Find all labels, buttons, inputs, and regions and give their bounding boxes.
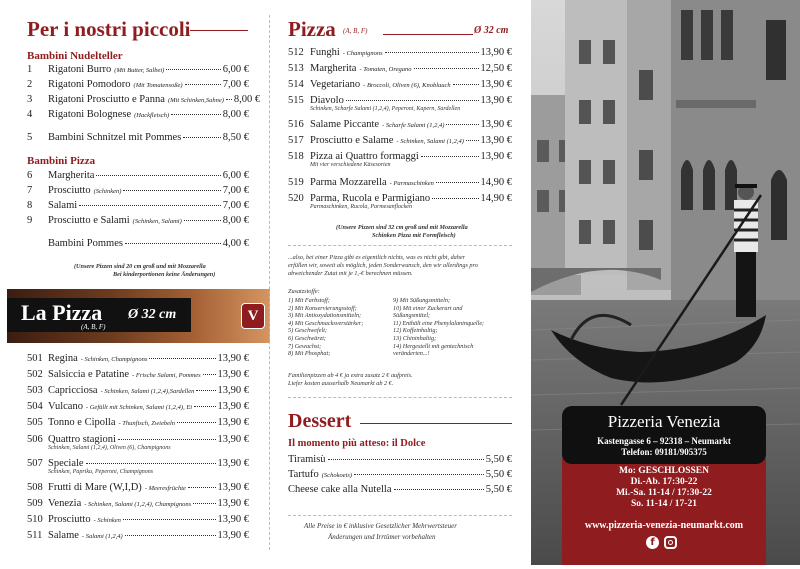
menu-item	[27, 353, 249, 367]
item-number: 6	[27, 170, 33, 181]
family-note-2: Liefer kosten ausserhalb Neumarkt ab 2 €.	[288, 380, 394, 387]
item-number: 7	[27, 185, 33, 196]
menu-item	[27, 498, 249, 512]
dessert-item	[288, 469, 512, 483]
restaurant-name: Pizzeria Venezia	[607, 412, 721, 431]
la-pizza-banner	[7, 289, 270, 343]
item-price: 13,90 €	[217, 401, 249, 412]
menu-item	[27, 238, 249, 252]
item-price: 8,00 €	[222, 109, 249, 120]
leader-dots	[188, 487, 216, 488]
leader-dots	[466, 140, 479, 141]
item-number: 519	[288, 177, 304, 188]
dessert-item	[288, 454, 512, 468]
menu-item	[27, 401, 249, 415]
menu-item	[27, 369, 249, 383]
leader-dots	[184, 220, 221, 221]
menu-item	[27, 482, 249, 496]
hours-line: Mo: GESCHLOSSEN	[618, 466, 709, 476]
leader-dots	[149, 358, 215, 359]
item-price: 13,90 €	[217, 369, 249, 380]
additive-item: Süßungsmittel;	[393, 312, 431, 320]
item-number: 512	[288, 47, 304, 58]
leader-dots	[125, 243, 221, 244]
item-price: 13,90 €	[480, 135, 512, 146]
item-price: 13,90 €	[217, 353, 249, 364]
additive-item: 14) Hergestellt mit gentechnisch	[393, 342, 474, 350]
item-name: Tonno e Cipolla	[48, 417, 116, 428]
leader-dots	[385, 52, 479, 53]
item-name: Regina	[48, 353, 78, 364]
hours-panel	[562, 458, 766, 565]
item-number: 520	[288, 193, 304, 204]
leader-dots	[123, 190, 220, 191]
additive-item: 1) Mit Farbstoff;	[288, 297, 330, 304]
phone[interactable]: Telefon: 09181/905375	[621, 447, 707, 457]
item-number: 505	[27, 417, 43, 428]
menu-item	[27, 64, 249, 78]
item-price: 13,90 €	[217, 434, 249, 445]
item-ingredients: Parmaschinken, Rucola, Parmesanflocken	[310, 204, 412, 210]
item-name: Vulcano	[48, 401, 83, 412]
item-ingredients: Schinken, Scharfe Salami (1,2,4), Peperoni, Kapern, Sardellen	[310, 106, 461, 112]
item-price: 7,00 €	[222, 79, 249, 90]
item-name: Prosciutto e Salame	[310, 135, 394, 146]
family-note-1: Familienpizzen ab 4 € ja extra zusatz 2 € aufpreis.	[288, 372, 413, 379]
social-icons	[646, 536, 677, 549]
kids-pizza-note-1: (Unsere Pizzen sind 20 cm groß und mit Mozzarella	[74, 263, 206, 270]
item-description: - Schinken, Salami (1,2,4),Sardellen	[100, 388, 195, 395]
item-description: - Meeresfrüchte	[144, 485, 186, 492]
info-line-3: abweichender Zutat mit je 1,-€ berechnen müssen.	[288, 270, 413, 277]
additive-item: 7) Gewachst;	[288, 342, 322, 350]
item-number: 516	[288, 119, 304, 130]
menu-item	[27, 109, 249, 123]
additive-item: 8) Mit Phosphat;	[288, 350, 331, 358]
leader-dots	[79, 205, 221, 206]
item-description: - Schinken, Champignons	[80, 356, 148, 363]
item-price: 13,90 €	[217, 514, 249, 525]
leader-dots	[194, 406, 215, 407]
item-price: 5,50 €	[485, 454, 512, 465]
divider-1	[288, 245, 512, 246]
leader-dots	[123, 519, 216, 520]
item-price: 13,90 €	[480, 47, 512, 58]
item-name: Speciale	[48, 458, 84, 469]
item-description: - Thunfisch, Zwiebeln	[118, 420, 176, 427]
item-price: 13,90 €	[480, 119, 512, 130]
item-name: Salami	[48, 200, 78, 211]
item-price: 13,90 €	[217, 482, 249, 493]
item-description: - Scharfe Salami (1,2,4)	[382, 122, 445, 129]
additive-item: 4) Mit Geschmacksverstärker;	[288, 319, 364, 327]
item-description: - Schinken, Salami (1,2,4), Champignons	[84, 501, 192, 508]
banner-title: La Pizza	[21, 300, 103, 325]
item-price: 5,50 €	[485, 484, 512, 495]
banner-size: Ø 32 cm	[128, 307, 177, 322]
item-description: (Schokoeis)	[321, 472, 353, 479]
item-number: 8	[27, 200, 33, 211]
additive-item: 6) Geschwärzt;	[288, 335, 326, 342]
item-description: (Schinken, Salami)	[132, 218, 182, 225]
item-ingredients: Schinken, Paprika, Peperoni, Champignons	[48, 469, 154, 475]
item-price: 13,90 €	[217, 417, 249, 428]
item-description: (Mit Butter, Salbei)	[114, 67, 165, 74]
leader-dots	[328, 459, 484, 460]
item-number: 9	[27, 215, 33, 226]
item-name: Salsiccia e Patatine	[48, 369, 130, 380]
info-line-2: erfüllen wir, soweit als möglich, jeden Sonderwunsch, den wir allerdings pro	[288, 262, 478, 269]
item-name: Prosciutto	[48, 185, 91, 196]
dessert-title: Dessert	[288, 410, 352, 432]
footer-note-2: Änderungen und Irrtümer vorbehalten	[328, 533, 436, 541]
menu-item	[288, 119, 512, 133]
leader-dots	[177, 422, 215, 423]
item-description: - Frische Salami, Pommes	[132, 372, 201, 379]
kids-menu-title: Per i nostri piccoli	[27, 17, 191, 41]
leader-dots	[346, 100, 479, 101]
leader-dots	[432, 198, 478, 199]
item-name: Prosciutto e Salami	[48, 215, 130, 226]
leader-dots	[453, 84, 479, 85]
menu-item	[27, 170, 249, 184]
item-description: - Salami (1,2,4)	[81, 533, 123, 540]
additive-item: 2) Mit Konservierungsstoff;	[288, 304, 357, 312]
menu-item	[27, 132, 249, 146]
item-description: - Schinken	[93, 517, 121, 524]
menu-item	[27, 79, 249, 93]
leader-dots	[96, 175, 220, 176]
additive-item: 12) Koffeinhaltig;	[393, 327, 438, 335]
item-number: 502	[27, 369, 43, 380]
item-name: Rigatoni Burro	[48, 64, 112, 75]
hours-line: Mi.-Sa. 11-14 / 17:30-22	[616, 488, 712, 498]
contact-card	[562, 406, 766, 464]
divider-3	[288, 515, 512, 516]
additive-item: 13) Chininhaltig;	[393, 335, 437, 342]
item-name: Rigatoni Pomodoro	[48, 79, 131, 90]
nudel-heading: Bambini Nudelteller	[27, 50, 123, 62]
item-name: Bambini Schnitzel mit Pommes	[48, 132, 182, 143]
item-number: 506	[27, 434, 43, 445]
hours-line: So. 11-14 / 17-21	[631, 499, 697, 509]
additive-item: 10) Mit einer Zuckerart und	[393, 304, 463, 312]
item-price: 13,90 €	[217, 385, 249, 396]
pizza-title: Pizza	[288, 17, 336, 41]
item-name: Pizza ai Quattro formaggi	[310, 151, 419, 162]
item-price: 8,50 €	[222, 132, 249, 143]
item-price: 13,90 €	[480, 95, 512, 106]
item-name: Prosciutto	[48, 514, 91, 525]
item-description: - Broccoli, Oliven (6), Knoblauch	[363, 82, 451, 89]
pizza-size: Ø 32 cm	[474, 25, 509, 36]
item-number: 511	[27, 530, 43, 541]
item-name: Capricciosa	[48, 385, 98, 396]
leader-dots	[354, 474, 484, 475]
item-number: 1	[27, 64, 33, 75]
item-name: Salame Piccante	[310, 119, 380, 130]
menu-item	[27, 215, 249, 229]
instagram-icon[interactable]	[664, 536, 677, 549]
leader-dots	[446, 124, 478, 125]
item-price: 13,90 €	[217, 458, 249, 469]
item-description: - Champignons	[342, 50, 383, 57]
item-number: 504	[27, 401, 43, 412]
item-price: 7,00 €	[222, 185, 249, 196]
item-description: (Hackfleisch)	[134, 112, 170, 119]
menu-item	[27, 530, 249, 544]
item-price: 13,90 €	[217, 530, 249, 541]
item-number: 513	[288, 63, 304, 74]
item-number: 507	[27, 458, 43, 469]
dessert-heading: Il momento più atteso: il Dolce	[288, 438, 426, 449]
vegetarian-badge: V	[241, 303, 265, 329]
item-name: Salame	[48, 530, 79, 541]
menu-item	[27, 417, 249, 431]
item-price: 4,00 €	[222, 238, 249, 249]
hours-line: Di.-Ab. 17:30-22	[630, 477, 698, 487]
item-price: 8,00 €	[233, 94, 261, 105]
item-name: Parma, Rucola e Parmigiano	[310, 193, 431, 204]
menu-item	[27, 185, 249, 199]
item-name: Vegetariano	[310, 79, 361, 90]
item-number: 5	[27, 132, 33, 143]
item-number: 518	[288, 151, 304, 162]
item-number: 509	[27, 498, 43, 509]
dessert-title-rule	[360, 423, 512, 424]
item-description: - Gefüllt mit Schinken, Salami (1,2,4), Ei	[85, 404, 193, 411]
additive-item: 9) Mit Süßungsmitteln;	[393, 297, 451, 304]
additive-item: 3) Mit Antioxydationsmitteln;	[288, 312, 362, 320]
menu-item	[27, 385, 249, 399]
item-description: - Tomaten, Oregano	[359, 66, 412, 73]
item-number: 515	[288, 95, 304, 106]
pizza-note-1: (Unsere Pizzen sind 32 cm groß und mit Mozzarella	[336, 224, 468, 231]
pizza-note-2: Schinken Pizza mit Formfleisch)	[372, 232, 456, 239]
item-number: 510	[27, 514, 43, 525]
item-price: 13,90 €	[480, 151, 512, 162]
leader-dots	[171, 114, 221, 115]
pizza-title-rule	[383, 34, 473, 35]
item-name: Cheese cake alla Nutella	[288, 484, 392, 495]
item-name: Margherita	[310, 63, 357, 74]
item-name: Diavolo	[310, 95, 344, 106]
item-name: Quattro stagioni	[48, 434, 116, 445]
zusatz-heading: Zusatzstoffe:	[288, 288, 320, 295]
footer-note-1: Alle Preise in € inklusive Gesetzlicher Mehrwertsteuer	[304, 522, 457, 530]
additive-item: 11) Enthält eine Phenylalaninquelle;	[393, 319, 485, 327]
item-description: - Schinken, Salami (1,2,4)	[396, 138, 464, 145]
leader-dots	[196, 390, 215, 391]
leader-dots	[193, 503, 215, 504]
leader-dots	[125, 535, 216, 536]
item-price: 13,90 €	[217, 498, 249, 509]
item-ingredients: Mit vier verschiedene Käsesorten	[310, 162, 391, 168]
website-link[interactable]: www.pizzeria-venezia-neumarkt.com	[584, 520, 744, 531]
menu-item	[288, 47, 512, 61]
item-name: Tartufo	[288, 469, 319, 480]
item-name: Rigatoni Prosciutto e Panna	[48, 94, 165, 105]
additive-item: veränderten...!	[393, 350, 430, 358]
item-description: - Parmaschinken	[389, 180, 434, 187]
item-name: Bambini Pommes	[48, 238, 123, 249]
info-line-1: ...also, bei einer Pizza gibt es eigentlich nichts, was es nicht gibt, daher	[288, 254, 466, 261]
leader-dots	[203, 374, 216, 375]
item-price: 12,50 €	[480, 63, 512, 74]
item-price: 13,90 €	[480, 79, 512, 90]
banner-allergens: (A, B, F)	[81, 323, 106, 331]
item-name: Funghi	[310, 47, 340, 58]
leader-dots	[166, 69, 220, 70]
leader-dots	[226, 99, 232, 100]
item-name: Venezia	[48, 498, 82, 509]
item-name: Parma Mozzarella	[310, 177, 387, 188]
item-ingredients: Schinken, Salami (1,2,4), Oliven (6), Champignons	[48, 445, 171, 451]
item-number: 514	[288, 79, 304, 90]
leader-dots	[394, 489, 484, 490]
item-description: (Mit Schinken,Sahne)	[167, 97, 224, 104]
item-description: (Mit Tomatensoße)	[133, 82, 183, 89]
menu-item	[288, 177, 512, 191]
item-price: 5,50 €	[485, 469, 512, 480]
leader-dots	[414, 68, 479, 69]
leader-dots	[183, 137, 220, 138]
leader-dots	[118, 439, 216, 440]
item-name: Margherita	[48, 170, 95, 181]
menu-item	[288, 135, 512, 149]
dessert-item	[288, 484, 512, 498]
menu-item	[27, 514, 249, 528]
leader-dots	[185, 84, 221, 85]
leader-dots	[436, 182, 479, 183]
menu-item	[288, 63, 512, 77]
pizza-allergens: (A, B, F)	[343, 27, 368, 35]
additive-item: 5) Geschwefelt;	[288, 327, 328, 335]
item-name: Tiramisù	[288, 454, 326, 465]
item-number: 2	[27, 79, 33, 90]
item-number: 517	[288, 135, 304, 146]
opening-hours	[562, 466, 766, 510]
divider-2	[288, 397, 512, 398]
item-number: 503	[27, 385, 43, 396]
kids-pizza-heading: Bambini Pizza	[27, 155, 96, 167]
item-name: Frutti di Mare (W,I,D)	[48, 482, 142, 493]
menu-item	[27, 94, 261, 108]
facebook-icon[interactable]: f	[646, 536, 659, 549]
leader-dots	[86, 463, 216, 464]
column-divider	[269, 15, 270, 550]
item-price: 7,00 €	[222, 200, 249, 211]
item-description: (Schinken)	[93, 188, 122, 195]
item-number: 508	[27, 482, 43, 493]
kids-pizza-note-2: Bei kinderportionen keine Änderungen)	[113, 271, 216, 278]
item-price: 8,00 €	[222, 215, 249, 226]
menu-item	[288, 79, 512, 93]
item-name: Rigatoni Bolognese	[48, 109, 132, 120]
title-rule	[190, 30, 248, 31]
address: Kastengasse 6 – 92318 – Neumarkt	[597, 436, 731, 446]
item-price: 14,90 €	[480, 193, 512, 204]
leader-dots	[421, 156, 479, 157]
item-number: 501	[27, 353, 43, 364]
item-number: 4	[27, 109, 33, 120]
item-price: 6,00 €	[222, 170, 249, 181]
item-price: 14,90 €	[480, 177, 512, 188]
item-price: 6,00 €	[222, 64, 249, 75]
item-number: 3	[27, 94, 33, 105]
menu-item	[27, 200, 249, 214]
